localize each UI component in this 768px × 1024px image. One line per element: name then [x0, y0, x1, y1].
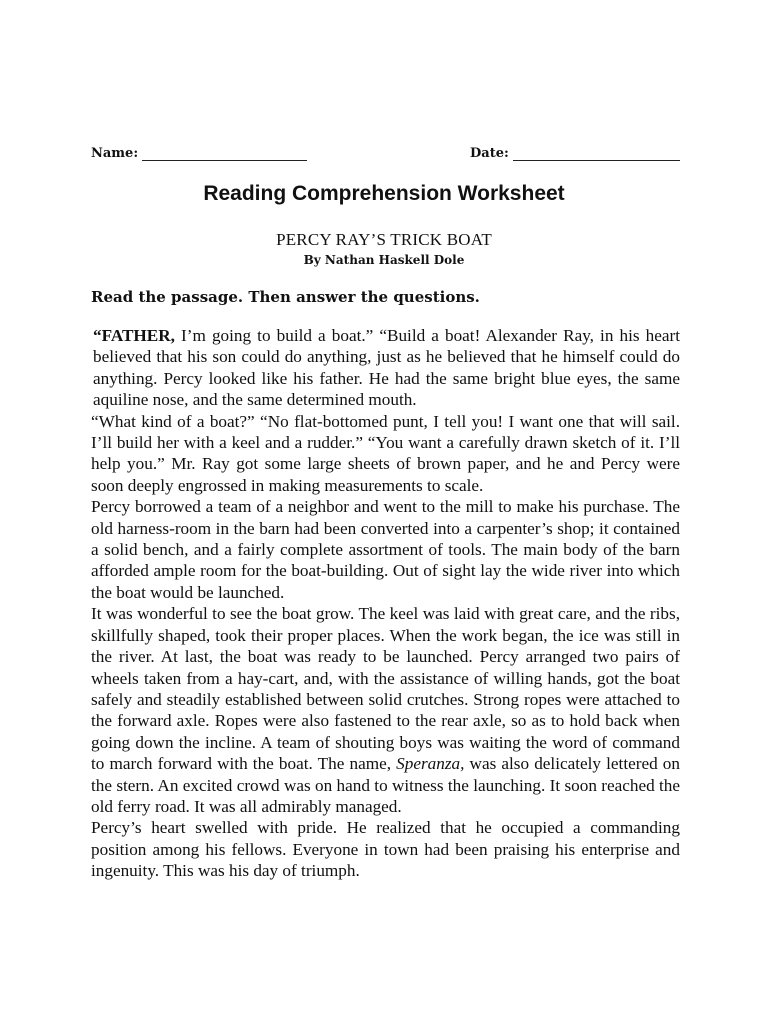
passage-paragraph: “What kind of a boat?” “No flat-bottomed punt, I tell you! I want one that will sail. I’ll build her with a keel and a rudder.” “You want a carefully drawn sketch of it. I’ll help you.” Mr. Ray got some large sheets of brown paper, and he and Percy were soon deeply engrossed in making measurements to scale.	[91, 411, 680, 495]
passage-text: was also delicately lettered on the stern. An excited crowd was on hand to witness the launching. It soon reached the old ferry road. It was all admirably managed.	[91, 754, 680, 816]
instructions: Read the passage. Then answer the questions.	[91, 288, 480, 306]
boat-name: Speranza,	[396, 754, 465, 774]
name-blank-line[interactable]	[142, 147, 307, 161]
story-author: By Nathan Haskell Dole	[303, 253, 465, 267]
passage-paragraph: Percy borrowed a team of a neighbor and went to the mill to make his purchase. The old harness-room in the barn had been converted into a carpenter’s shop; it contained a solid bench, and a fairly complete assortment of tools. The main body of the barn afforded ample room for the boat-building. Out of sight lay the wide river into which the boat would be launched.	[91, 497, 680, 602]
passage-lead-word: “FATHER,	[93, 326, 175, 345]
name-field	[91, 146, 307, 161]
story-title: PERCY RAY’S TRICK BOAT	[276, 230, 492, 249]
passage-paragraph: Percy’s heart swelled with pride. He realized that he occupied a commanding position among his fellows. Everyone in town had been praising his enterprise and ingenuity. This was his day of triumph.	[91, 818, 680, 881]
header-fields	[91, 146, 677, 168]
date-blank-line[interactable]	[513, 147, 680, 161]
date-label: Date:	[470, 146, 509, 161]
worksheet-title: Reading Comprehension Worksheet	[203, 182, 565, 205]
passage	[91, 325, 680, 882]
passage-paragraph	[91, 325, 680, 411]
passage-paragraph	[91, 603, 680, 817]
name-label: Name:	[91, 146, 139, 161]
passage-text: I’m going to build a boat.” “Build a boat! Alexander Ray, in his heart believed that his son could do anything, just as he believed that he himself could do anything. Percy looked like his father. He had the same bright blue eyes, the same aquiline nose, and the same determined mouth.	[93, 326, 680, 410]
passage-text: It was wonderful to see the boat grow. The keel was laid with great care, and the ribs, skillfully shaped, took their proper places. When the work began, the ice was still in the river. At last, the boat was ready to be launched. Percy arranged two pairs of wheels taken from a hay-cart, and, with the assistance of willing hands, got the boat safely and steadily established between solid crutches. Strong ropes were attached to the forward axle. Ropes were also fastened to the rear axle, so as to hold back when going down the incline. A team of shouting boys was waiting the word of command to march forward with the boat. The name,	[91, 604, 680, 774]
date-field	[470, 146, 680, 161]
